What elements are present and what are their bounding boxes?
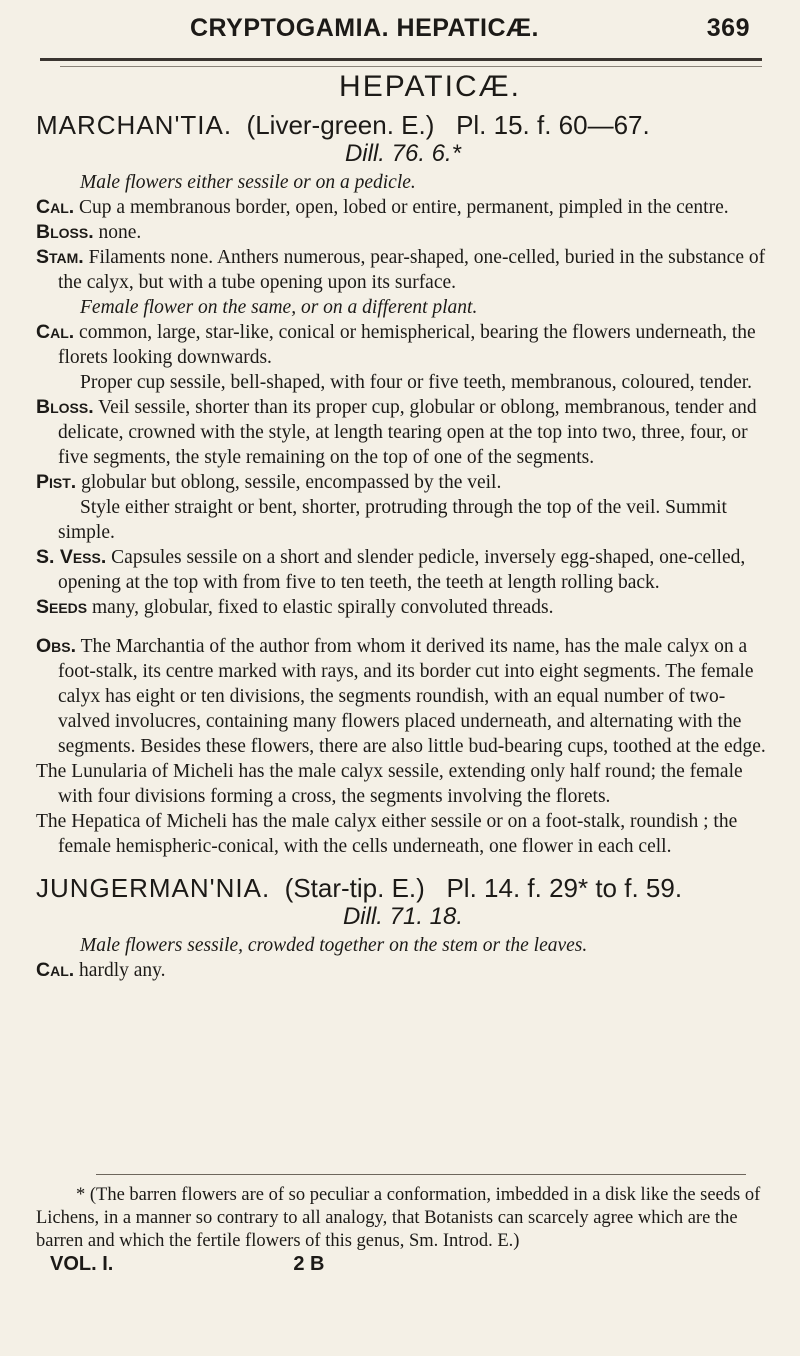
header-rule (40, 58, 762, 61)
lunularia-note: The Lunularia of Micheli has the male calyx sessile, extending only half round; the female with four divisions forming a cross, the segments involving the florets. (36, 761, 743, 807)
entry-cal (36, 195, 770, 220)
footnote-rule (96, 1174, 746, 1175)
entry-bloss-female (36, 395, 770, 470)
entry-text: many, globular, fixed to elastic spirally convoluted threads. (92, 597, 554, 618)
genus-plate-ref: Pl. 15. f. 60—67. (456, 110, 650, 140)
entry-text: Capsules sessile on a short and slender pedicle, inversely egg-shaped, one-celled, opening at the top with from five to ten teeth, the teeth at length rolling back. (58, 547, 746, 593)
entry-text: globular but oblong, sessile, encompassed by the veil. (81, 472, 502, 493)
genus-common-name: (Star-tip. E.) (284, 873, 425, 903)
entry-text: none. (98, 222, 142, 243)
entry-cal-female (36, 320, 770, 370)
entry-text: Veil sessile, shorter than its proper cup, globular or oblong, membranous, tender and delicate, crowned with the style, at length tearing open at the top into two, three, four, or five segments, the style remaining on the top of one of the segments. (58, 397, 757, 468)
signature-mark: 2 B (293, 1253, 325, 1275)
hepatica-note: The Hepatica of Micheli has the male calyx either sessile or on a foot-stalk, roundish ; the female hemispheric-conical, with the cells underneath, one flower in each cell. (36, 811, 738, 857)
entry-bloss (36, 220, 770, 245)
entry-label: S. Vess. (36, 546, 107, 568)
genus-name: JUNGERMAN'NIA. (36, 873, 271, 903)
signature-line (36, 1253, 770, 1276)
volume-label: VOL. I. (50, 1253, 114, 1275)
style-description: Style either straight or bent, shorter, protruding through the top of the veil. Summit simple. (58, 497, 727, 543)
entry-label: Cal. (36, 321, 75, 343)
intro-text: Female flower on the same, or on a different plant. (80, 297, 478, 318)
entry-label: Seeds (36, 596, 88, 618)
male-flowers-intro (36, 933, 770, 958)
entry-text: The Marchantia of the author from whom it derived its name, has the male calyx on a foot-stalk, its centre marked with rays, and its border cut into eight segments. The female calyx has eight or ten divisions, the segments roundish, with an equal number of two-valved involucres, containing many flowers placed underneath, and alternating with the segments. Besides these flowers, there are also little bud-bearing cups, toothed at the edge. (58, 636, 766, 757)
entry-text: common, large, star-like, conical or hemispherical, bearing the flowers underneath, the florets looking downwards. (58, 322, 756, 368)
dillenius-ref: Dill. 71. 18. (342, 903, 464, 930)
footnote (36, 1184, 770, 1276)
page-body (36, 110, 770, 983)
entry-seeds (36, 595, 770, 620)
running-head-title: CRYPTOGAMIA. HEPATICÆ. (190, 14, 539, 42)
female-flower-intro (36, 295, 770, 320)
entry-pist (36, 470, 770, 495)
entry-label: Bloss. (36, 221, 94, 243)
section-title: HEPATICÆ. (339, 70, 521, 103)
intro-text: Male flowers sessile, crowded together on the stem or the leaves. (80, 935, 588, 956)
entry-label: Obs. (36, 635, 77, 657)
dillenius-ref: Dill. 76. 6.* (344, 140, 462, 167)
intro-text: Male flowers either sessile or on a pedicle. (80, 172, 416, 193)
observations (36, 634, 770, 759)
entry-vess (36, 545, 770, 595)
entry-text: Cup a membranous border, open, lobed or entire, permanent, pimpled in the centre. (79, 197, 729, 218)
genus-plate-ref: Pl. 14. f. 29* to f. 59. (446, 873, 683, 903)
footnote-text: * (The barren flowers are of so peculiar a conformation, imbedded in a disk like the seeds of Lichens, in a manner so contrary to all analogy, that Botanists can scarcely agree which are the barren and which the fertile flowers of this genus, Sm. Introd. E.) (36, 1185, 761, 1251)
entry-label: Stam. (36, 246, 84, 268)
male-flowers-intro (36, 170, 770, 195)
spacer (36, 859, 770, 873)
page-number: 369 (706, 14, 750, 42)
entry-text: hardly any. (79, 960, 166, 981)
header-rule-thin (60, 66, 762, 67)
entry-label: Pist. (36, 471, 77, 493)
spacer (36, 620, 770, 634)
entry-cal (36, 958, 770, 983)
genus-name: MARCHAN'TIA. (36, 110, 233, 140)
entry-label: Bloss. (36, 396, 94, 418)
entry-label: Cal. (36, 959, 75, 981)
proper-cup: Proper cup sessile, bell-shaped, with four or five teeth, membranous, coloured, tender. (80, 372, 753, 393)
genus-common-name: (Liver-green. E.) (246, 110, 435, 140)
entry-label: Cal. (36, 196, 75, 218)
genus-heading-jungermannia (36, 873, 770, 903)
genus-heading-marchantia (36, 110, 770, 140)
entry-text: Filaments none. Anthers numerous, pear-shaped, one-celled, buried in the substance of the calyx, but with a tube opening upon its surface. (58, 247, 766, 293)
running-head (0, 10, 800, 50)
entry-stam (36, 245, 770, 295)
